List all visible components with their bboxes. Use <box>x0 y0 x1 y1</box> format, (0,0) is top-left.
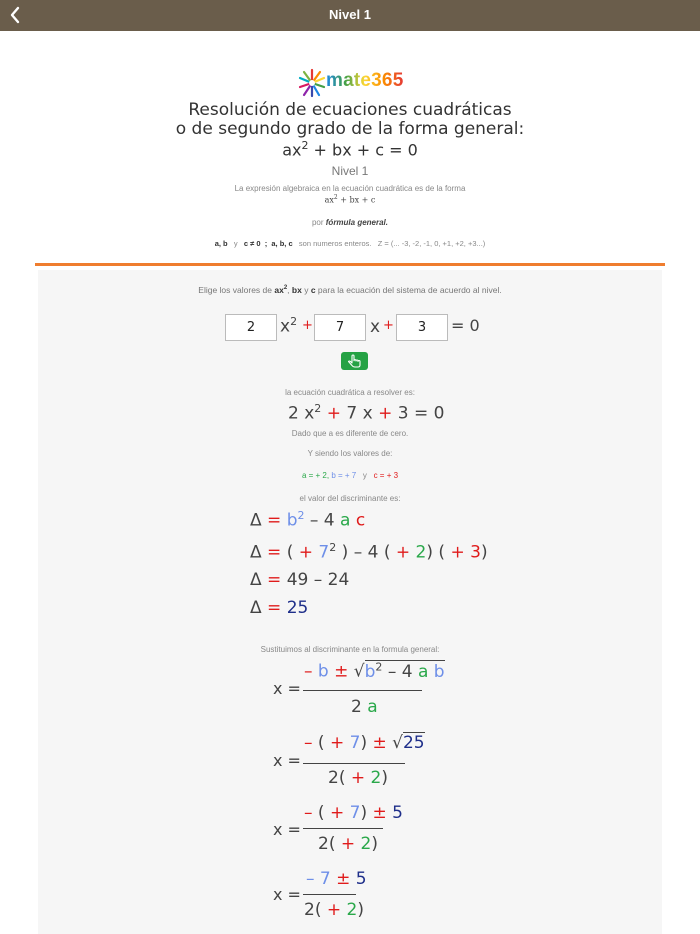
fraction-bar <box>303 894 356 895</box>
plus-sign: + <box>383 318 394 333</box>
plus-sign: + <box>302 318 313 333</box>
coefficient-c-input[interactable] <box>396 314 448 341</box>
hand-pointer-icon <box>341 352 368 370</box>
values-intro: Y siendo los valores de: <box>307 449 393 458</box>
equals-zero: = 0 <box>451 316 480 335</box>
to-solve-label: la ecuación cuadrática a resolver es: <box>285 388 415 397</box>
formula-4-numerator: – 7 ± 5 <box>306 869 367 889</box>
formula-3-denominator: 2( + 2) <box>318 834 378 854</box>
general-form-equation: $ax^2$ + bx + c = 0 <box>282 139 418 160</box>
formula-x-label: x = <box>273 751 301 770</box>
formula-x-label: x = <box>273 820 301 839</box>
heading-line-1: Resolución de ecuaciones cuadráticas <box>188 100 512 120</box>
method-label: por fórmula general. <box>311 218 389 227</box>
substitute-intro: Sustituimos al discriminante en la formula general: <box>260 645 440 654</box>
description-form: $ax^2$ + bx + c <box>324 194 376 205</box>
top-bar <box>0 0 700 31</box>
fraction-bar <box>303 690 422 691</box>
heading-line-2: o de segundo grado de la forma general: <box>175 119 525 139</box>
mate365-logo <box>298 68 408 98</box>
x-label: x <box>370 317 381 337</box>
variables-note: a, b y c ≠ 0 ; a, b, c son numeros enteros. Z = (... -3, -2, -1, 0, +1, +2, +3...) <box>214 239 486 248</box>
starburst-logo-icon <box>298 68 326 98</box>
formula-x-label: x = <box>273 679 301 698</box>
discriminant-intro: el valor del discriminante es: <box>299 494 401 503</box>
instruction-text: Elige los valores de $ax^2$, bx y c para la ecuación del sistema de acuerdo al nivel. <box>198 285 502 295</box>
discriminant-formula: $\Delta = b^2 - 4$ a c <box>250 509 366 531</box>
x-squared-label: $x^2$ <box>280 315 298 337</box>
resolved-equation: 2 $x^2 + 7$ x + 3 = 0 <box>288 402 445 424</box>
values-line: a = + 2, b = + 7 y c = + 3 <box>301 471 399 480</box>
discriminant-substituted: Δ = ( + $7^2$ ) – 4 ( + 2) ( + 3) <box>250 541 488 563</box>
calculate-button[interactable] <box>341 352 368 370</box>
formula-1-denominator: 2 a <box>351 697 378 717</box>
page-title: Nivel 1 <box>329 7 371 22</box>
coefficient-b-input[interactable] <box>314 314 366 341</box>
nonzero-note: Dado que a es diferente de cero. <box>291 429 409 438</box>
discriminant-result: Δ = 25 <box>250 598 309 618</box>
level-label: Nivel 1 <box>331 164 369 178</box>
fraction-bar <box>303 828 383 829</box>
formula-2-numerator: – ( + 7) ± √25 <box>304 733 425 753</box>
formula-x-label: x = <box>273 885 301 904</box>
formula-1-numerator: – $b \pm √b^2 - 4$ a b <box>304 660 445 682</box>
coefficient-a-input[interactable] <box>225 314 277 341</box>
description-line: La expresión algebraica en la ecuación cuadrática es de la forma <box>234 184 466 193</box>
formula-4-denominator: 2( + 2) <box>304 900 364 920</box>
logo-text: mate365 <box>326 70 404 91</box>
formula-3-numerator: – ( + 7) ± 5 <box>304 803 403 823</box>
section-divider <box>35 263 665 266</box>
fraction-bar <box>303 763 405 764</box>
discriminant-computed: Δ = 49 – 24 <box>250 570 350 590</box>
formula-2-denominator: 2( + 2) <box>328 768 388 788</box>
